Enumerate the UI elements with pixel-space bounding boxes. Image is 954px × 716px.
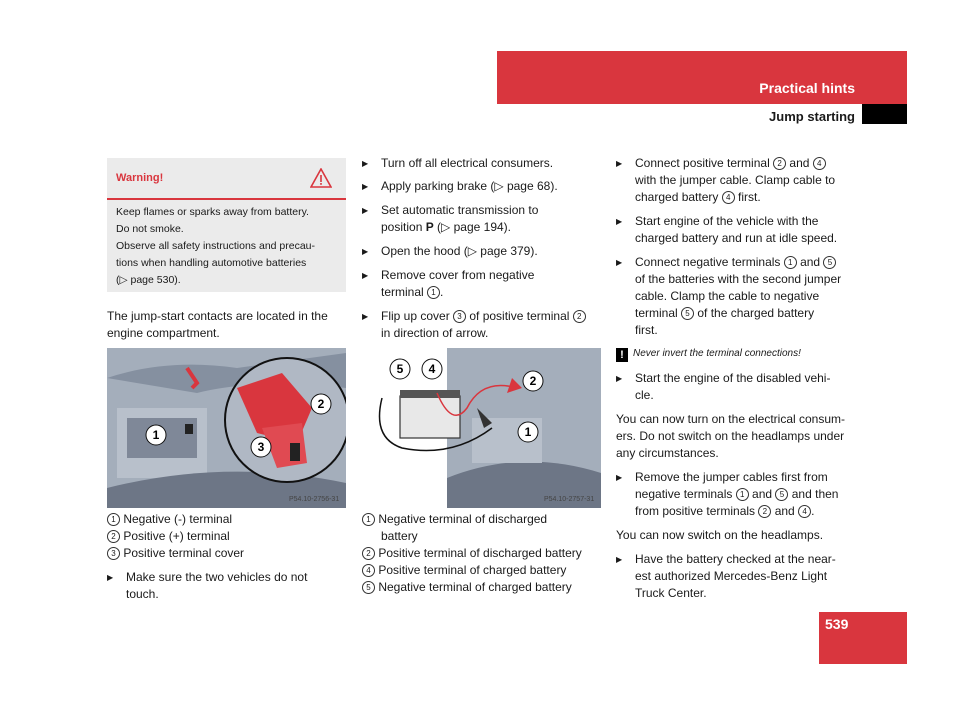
warning-title: Warning! (116, 172, 164, 184)
number-marker: 4 (722, 191, 735, 204)
notice-text: Never invert the terminal connections! (633, 348, 801, 359)
number-marker: 2 (773, 157, 786, 170)
intro-paragraph (107, 308, 347, 342)
legend-text: Positive terminal of discharged battery (378, 546, 582, 560)
text: terminal (381, 285, 428, 299)
page-number: 539 (825, 616, 849, 632)
step-line: est authorized Mercedes-Benz Light (635, 569, 828, 583)
text: and (796, 255, 824, 269)
legend-item-continuation: battery (381, 529, 418, 543)
gear-position: P (425, 220, 434, 234)
step-line (616, 503, 858, 520)
figure-code: P54.10-2757-31 (544, 496, 595, 503)
legend-text: Negative (-) terminal (123, 512, 233, 526)
legend-item (362, 545, 602, 562)
figure-code: P54.10-2756-31 (289, 496, 340, 503)
callout-2 (310, 393, 332, 420)
legend-text: Positive (+) terminal (123, 529, 230, 543)
svg-text:2: 2 (529, 374, 537, 388)
text: and (748, 487, 776, 501)
number-marker: 3 (453, 310, 466, 323)
text: charged battery (635, 190, 722, 204)
number-marker: 2 (758, 505, 771, 518)
number-marker: 1 (107, 513, 120, 526)
step-open-hood: ▶ Open the hood (▷ page 379). (362, 243, 602, 260)
step-line (616, 189, 858, 206)
step-flip-cover (362, 308, 602, 325)
text: of positive terminal (466, 309, 573, 323)
callout-4 (421, 358, 443, 385)
warning-line: Keep flames or sparks away from battery. (116, 206, 309, 218)
column-2-steps (362, 155, 602, 342)
step-flip-cover-line-2: in direction of arrow. (381, 326, 489, 340)
text: negative terminals (635, 487, 736, 501)
legend-item (362, 511, 602, 528)
svg-text:2: 2 (317, 397, 325, 411)
step-line: cable. Clamp the cable to negative (635, 289, 820, 303)
step-line (616, 305, 858, 322)
section-title: Practical hints (759, 80, 855, 96)
step-connect-negative (616, 254, 858, 271)
column-3-steps (616, 155, 858, 602)
step-remove-cover-line-2: terminal 1 . (381, 285, 444, 299)
svg-text:5: 5 (396, 362, 404, 376)
callout-3 (250, 436, 272, 463)
step-transmission-line-2 (362, 219, 602, 236)
subsection-title: Jump starting (769, 109, 855, 124)
exclamation-icon: ! (616, 348, 628, 362)
number-marker: 1 (784, 256, 797, 269)
paragraph-line: any circumstances. (616, 446, 719, 460)
header-band (497, 51, 907, 104)
number-marker: 5 (823, 256, 836, 269)
step-battery-check: ▶ Have the battery checked at the near- (616, 551, 858, 568)
text: and (786, 156, 813, 170)
text: Flip up cover (381, 309, 454, 323)
number-marker: 5 (362, 581, 375, 594)
text: and then (788, 487, 839, 501)
paragraph-line: You can now turn on the electrical consum- (616, 412, 846, 426)
text: first. (734, 190, 761, 204)
number-marker: 5 (775, 488, 788, 501)
bullet-line: touch. (126, 587, 159, 601)
step-transmission: ▶ Set automatic transmission to (362, 202, 602, 219)
text: of the charged battery (694, 306, 815, 320)
legend-text: Negative terminal of discharged (378, 512, 548, 526)
intro-line: The jump-start contacts are located in the (107, 309, 328, 323)
svg-text:4: 4 (428, 362, 436, 376)
step-connect-positive (616, 155, 858, 172)
number-marker: 3 (107, 547, 120, 560)
number-marker: 4 (798, 505, 811, 518)
number-marker: 1 (427, 286, 440, 299)
step-remove-cover: ▶ Remove cover from negative (362, 267, 602, 284)
svg-text:1: 1 (152, 428, 160, 442)
text: Connect positive terminal (635, 156, 774, 170)
paragraph-line: ers. Do not switch on the headlamps under (616, 429, 845, 443)
legend-item (107, 545, 347, 562)
legend-text: Positive terminal of charged battery (378, 563, 567, 577)
step-line: first. (635, 323, 658, 337)
text: terminal (635, 306, 682, 320)
callout-5 (389, 358, 411, 385)
legend-item (362, 562, 602, 579)
step-start-disabled: ▶ Start the engine of the disabled vehi- (616, 370, 858, 387)
step-start-engine: ▶ Start engine of the vehicle with the (616, 213, 858, 230)
step-remove-cables: ▶ Remove the jumper cables first from (616, 469, 858, 486)
jumper-cable-figure (362, 348, 601, 508)
warning-line: (▷ page 530). (116, 274, 181, 286)
legend-item (107, 528, 347, 545)
svg-text:1: 1 (524, 425, 532, 439)
step-line: with the jumper cable. Clamp cable to (635, 173, 836, 187)
step-parking-brake: ▶ Apply parking brake (▷ page 68). (362, 178, 602, 195)
legend-2 (362, 511, 602, 596)
header-marker (862, 104, 907, 124)
step-line (616, 486, 858, 503)
notice-line (616, 345, 858, 362)
text: Connect negative terminals (635, 255, 784, 269)
warning-line: Do not smoke. (116, 223, 184, 235)
warning-triangle-icon (310, 168, 332, 193)
paragraph-headlamps: You can now switch on the headlamps. (616, 528, 824, 542)
legend-text: Positive terminal cover (123, 546, 245, 560)
number-marker: 2 (107, 530, 120, 543)
number-marker: 1 (736, 488, 749, 501)
step-line: charged battery and run at idle speed. (635, 231, 838, 245)
number-marker: 2 (362, 547, 375, 560)
bullet-vehicles-touch (107, 569, 347, 603)
step-line: Truck Center. (635, 586, 707, 600)
number-marker: 5 (681, 307, 694, 320)
step-line: of the batteries with the second jumper (635, 272, 842, 286)
callout-2 (522, 370, 544, 397)
number-marker: 1 (362, 513, 375, 526)
warning-body (107, 200, 346, 289)
svg-text:3: 3 (257, 440, 265, 454)
legend-1 (107, 511, 347, 562)
text: (▷ page 194). (433, 220, 511, 234)
step-consumers: ▶ Turn off all electrical consumers. (362, 155, 602, 172)
warning-line: Observe all safety instructions and precau- (116, 240, 316, 252)
legend-item (107, 511, 347, 528)
text: and (771, 504, 799, 518)
warning-line: tions when handling automotive batteries (116, 257, 307, 269)
text: from positive terminals (635, 504, 759, 518)
step-line: cle. (635, 388, 654, 402)
intro-line: engine compartment. (107, 326, 220, 340)
callout-1 (145, 424, 167, 451)
warning-box (107, 158, 346, 292)
engine-compartment-figure (107, 348, 346, 508)
number-marker: 4 (813, 157, 826, 170)
warning-header (107, 158, 346, 200)
text: position (381, 220, 426, 234)
number-marker: 4 (362, 564, 375, 577)
number-marker: 2 (573, 310, 586, 323)
legend-text: Negative terminal of charged battery (378, 580, 572, 594)
callout-1 (517, 421, 539, 448)
bullet-line: ▶ Make sure the two vehicles do not (107, 569, 347, 586)
text: . (811, 504, 815, 518)
legend-item (362, 579, 602, 596)
